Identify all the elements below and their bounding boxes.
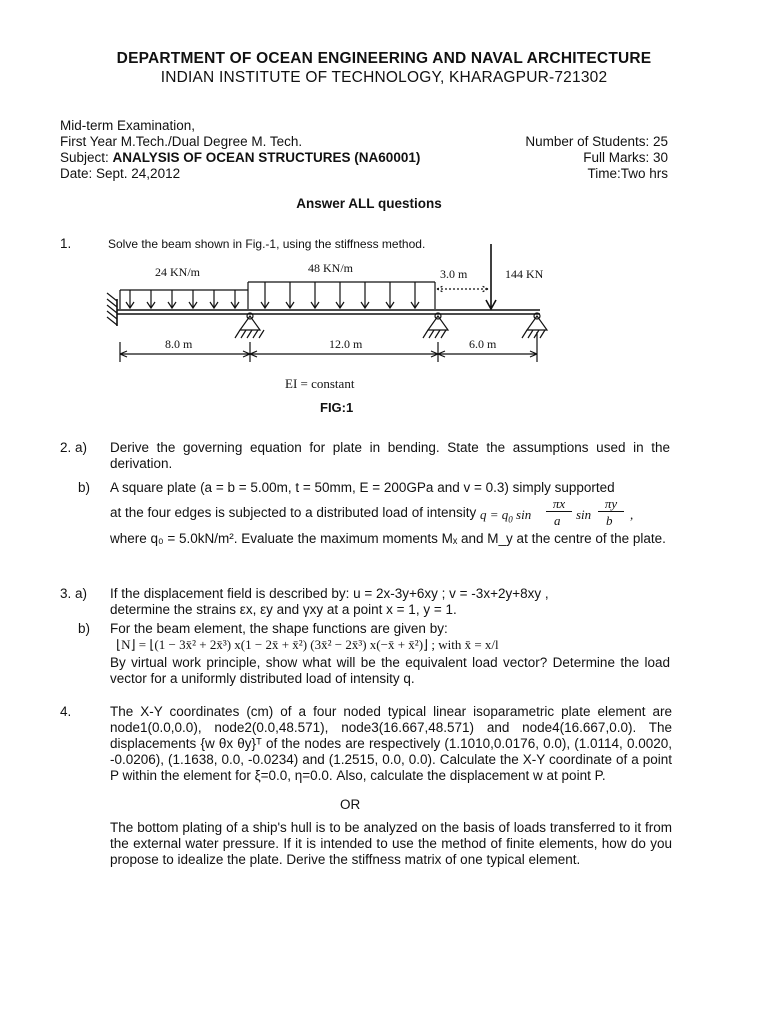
span2-label: 12.0 m <box>329 337 363 351</box>
q3b-label: b) <box>78 621 91 636</box>
q2-number: 2. a) <box>60 440 88 455</box>
pin-support-3 <box>522 313 547 338</box>
q4-part2: The bottom plating of a ship's hull is to be analyzed on the basis of loads transferred to it from the external water pressure. If it is intended to use the method of finite elements, how do you propose to idealize the plate. Derive the stiffness matrix of one typical element. <box>110 820 672 867</box>
pin-support-2 <box>423 313 448 338</box>
q2a-text: Derive the governing equation for plate in bending. State the assumptions used in the derivation. <box>110 440 670 471</box>
num-students: Number of Students: 25 <box>525 134 668 149</box>
load-label-48: 48 KN/m <box>308 261 353 275</box>
q1-number: 1. <box>60 236 72 251</box>
ei-label: EI = constant <box>285 376 355 391</box>
point-load-label: 144 KN <box>505 267 544 281</box>
load-label-24: 24 KN/m <box>155 265 200 279</box>
udl-24-arrows <box>126 290 239 308</box>
exam-date: Date: Sept. 24,2012 <box>60 166 181 181</box>
q2b-line2: at the four edges is subjected to a distributed load of intensity <box>110 505 477 520</box>
q3b-line1: For the beam element, the shape functions are given by: <box>110 621 448 636</box>
course-year: First Year M.Tech./Dual Degree M. Tech. <box>60 134 303 149</box>
exam-name: Mid-term Examination, <box>60 118 196 133</box>
subject-prefix: Subject: <box>60 150 113 165</box>
full-marks: Full Marks: 30 <box>583 150 668 165</box>
q3a-line1: If the displacement field is described by: u = 2x-3y+6xy ; v = -3x+2y+8xy , <box>110 586 549 601</box>
q2b-line1: A square plate (a = b = 5.00m, t = 50mm, E = 200GPa and v = 0.3) simply supported <box>110 480 615 495</box>
q3b-line3: By virtual work principle, show what will be the equivalent load vector? Determine the load vector for a uniformly distributed load of intensity q. <box>110 655 670 686</box>
institute-title: INDIAN INSTITUTE OF TECHNOLOGY, KHARAGPUR-721302 <box>160 69 608 86</box>
q3a-line2: determine the strains εx, εy and γxy at a point x = 1, y = 1. <box>110 602 457 617</box>
q4-number: 4. <box>60 704 72 719</box>
dist-label-3m: 3.0 m <box>440 267 468 281</box>
pin-support-1 <box>235 313 264 338</box>
q2b-line3: where q₀ = 5.0kN/m². Evaluate the maximum moments Mₓ and M_y at the centre of the plate. <box>110 531 666 546</box>
q4-part1: The X-Y coordinates (cm) of a four noded typical linear isoparametric plate element are node1(0.0,0.0), node2(0.0,48.571), node3(16.667,48.571) and node4(16.667,0.0). The displacements {w θx θy}ᵀ of the nodes are respectively (1.1010,0.0176, 0.0), (1.0114, 0.0020, -0.0206), (1.1638, 0.0, -0.0234) and (1.2515, 0.0, 0.0). Calculate the X-Y coordinate of a point P within the element for ξ=0.0, η=0.0. Also, calculate the displacement w at point P. <box>110 704 672 783</box>
span1-label: 8.0 m <box>165 337 193 351</box>
q1-text: Solve the beam shown in Fig.-1, using the stiffness method. <box>108 237 426 251</box>
subject-line <box>60 150 420 166</box>
load-formula: $q = q_0$ sin πx a sin πy b , <box>480 496 634 528</box>
q3-number: 3. a) <box>60 586 88 601</box>
point-load-arrow <box>486 244 496 309</box>
department-title: DEPARTMENT OF OCEAN ENGINEERING AND NAVAL ARCHITECTURE <box>116 50 652 67</box>
q2b-label: b) <box>78 480 91 495</box>
q4-or: OR <box>340 797 361 812</box>
instruction: Answer ALL questions <box>296 196 442 211</box>
shape-function-formula: ⌊N⌋ = ⌊(1 − 3x̄² + 2x̄³) x(1 − 2x̄ + x̄²) (3x̄² − 2x̄³) x(−x̄ + x̄²)⌋ ; with x̄ = x/l <box>116 637 499 652</box>
subject-name: ANALYSIS OF OCEAN STRUCTURES (NA60001) <box>112 150 421 165</box>
beam-figure <box>95 244 565 419</box>
exam-time: Time:Two hrs <box>587 166 668 181</box>
udl-48-arrows <box>261 282 419 308</box>
figure-caption: FIG:1 <box>320 400 354 415</box>
span3-label: 6.0 m <box>469 337 497 351</box>
